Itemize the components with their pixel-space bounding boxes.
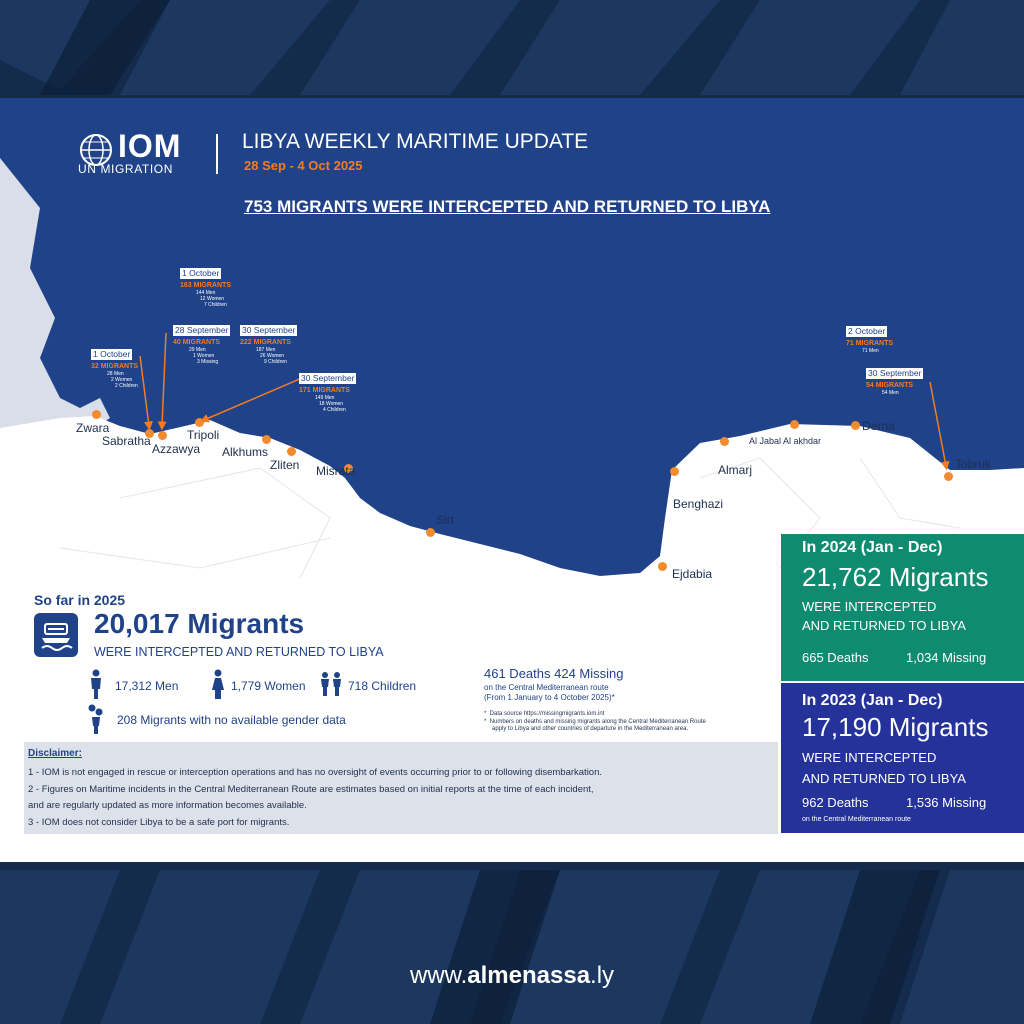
deaths-missing-2025: 461 Deaths 424 Missing [484, 666, 624, 681]
headline: 753 MIGRANTS WERE INTERCEPTED AND RETURNED TO LIBYA [244, 197, 771, 216]
no-gender-count: 208 Migrants with no available gender data [117, 713, 346, 727]
incident-card: 1 October 163 MIGRANTS 144 Men 12 Women 7 Children [180, 268, 231, 308]
city-label: Tripoli [187, 428, 220, 442]
city-label: Derna [862, 419, 895, 433]
children-count: 718 Children [348, 679, 417, 693]
boat-icon [34, 613, 78, 657]
city-label: Almarj [718, 463, 753, 477]
year-2023-deaths: 962 Deaths [802, 795, 869, 810]
city-label: Tobruk [955, 457, 992, 471]
year-2024-deaths: 665 Deaths [802, 650, 869, 665]
year-2024-missing: 1,034 Missing [906, 650, 987, 665]
disclaimer-line: 3 - IOM does not consider Libya to be a safe port for migrants. [28, 817, 290, 828]
year-2024-count: 21,762 Migrants [802, 562, 989, 592]
date-range: 28 Sep - 4 Oct 2025 [244, 158, 363, 173]
city-label: Zwara [76, 421, 110, 435]
year-2023-line2: AND RETURNED TO LIBYA [802, 771, 966, 786]
city-label: Sabratha [102, 434, 151, 448]
women-count: 1,779 Women [231, 679, 306, 693]
city-label: Al Jabal Al akhdar [749, 436, 822, 446]
disclaimer-title: Disclaimer: [28, 748, 82, 759]
year-2024-title: In 2024 (Jan - Dec) [802, 539, 943, 556]
incident-card: 30 September 54 MIGRANTS 54 Men [866, 368, 922, 396]
iom-logo-text: IOM [118, 128, 182, 164]
incident-card: 30 September 171 MIGRANTS 149 Men 18 Women 4 Children [299, 373, 355, 413]
total-2025-subtitle: WERE INTERCEPTED AND RETURNED TO LIBYA [94, 645, 384, 659]
incident-card: 1 October 32 MIGRANTS 28 Men 2 Women 2 Children [91, 349, 139, 389]
disclaimer-line: 1 - IOM is not engaged in rescue or interception operations and has no oversight of events occurring prior to or following disembarkation. [28, 767, 603, 778]
city-label: Sirt [436, 513, 454, 527]
year-2023-route: on the Central Mediterranean route [802, 816, 911, 823]
year-2023-missing: 1,536 Missing [906, 795, 987, 810]
man-icon [88, 669, 104, 699]
city-label: Zliten [270, 458, 300, 472]
incident-card: 30 September 222 MIGRANTS 187 Men 26 Women 9 Children [240, 325, 296, 365]
men-count: 17,312 Men [115, 679, 179, 693]
incident-card: 28 September 40 MIGRANTS 29 Men 1 Women 3 Missing [173, 325, 229, 365]
city-label: Alkhums [222, 445, 269, 459]
disclaimer-line: 2 - Figures on Maritime incidents in the Central Mediterranean Route are estimates based on initial reports at the time of each incident, [28, 784, 594, 795]
unknown-gender-icon [86, 704, 106, 734]
year-2024-line2: AND RETURNED TO LIBYA [802, 618, 966, 633]
page-title: LIBYA WEEKLY MARITIME UPDATE [242, 130, 589, 153]
city-label: Benghazi [673, 497, 724, 511]
iom-logo-subtitle: UN MIGRATION [78, 162, 173, 176]
year-2023-line1: WERE INTERCEPTED [802, 750, 937, 765]
woman-icon [210, 669, 226, 699]
data-notes: * Data source https://missingmigrants.iom.int * Numbers on deaths and missing migrants along the Central Mediterranean Route apply to Libya and other countries of departure in the Mediterranean area. [484, 711, 706, 732]
total-2025-count: 20,017 Migrants [94, 608, 305, 639]
website-url[interactable]: www.almenassa.ly [409, 962, 615, 989]
year-2024-line1: WERE INTERCEPTED [802, 599, 937, 614]
deaths-route-note: on the Central Mediterranean route (From 1 January to 4 October 2025)* [484, 683, 615, 702]
year-2023-count: 17,190 Migrants [802, 712, 989, 742]
so-far-label: So far in 2025 [34, 592, 126, 608]
children-icon [319, 672, 343, 696]
city-label: Misrata [316, 464, 356, 478]
city-label: Ejdabia [672, 567, 713, 581]
incident-card: 2 October 71 MIGRANTS 71 Men [846, 326, 894, 354]
disclaimer-line: and are regularly updated as more information becomes available. [28, 800, 307, 811]
city-label: Azzawya [152, 442, 201, 456]
year-2023-title: In 2023 (Jan - Dec) [802, 692, 943, 709]
